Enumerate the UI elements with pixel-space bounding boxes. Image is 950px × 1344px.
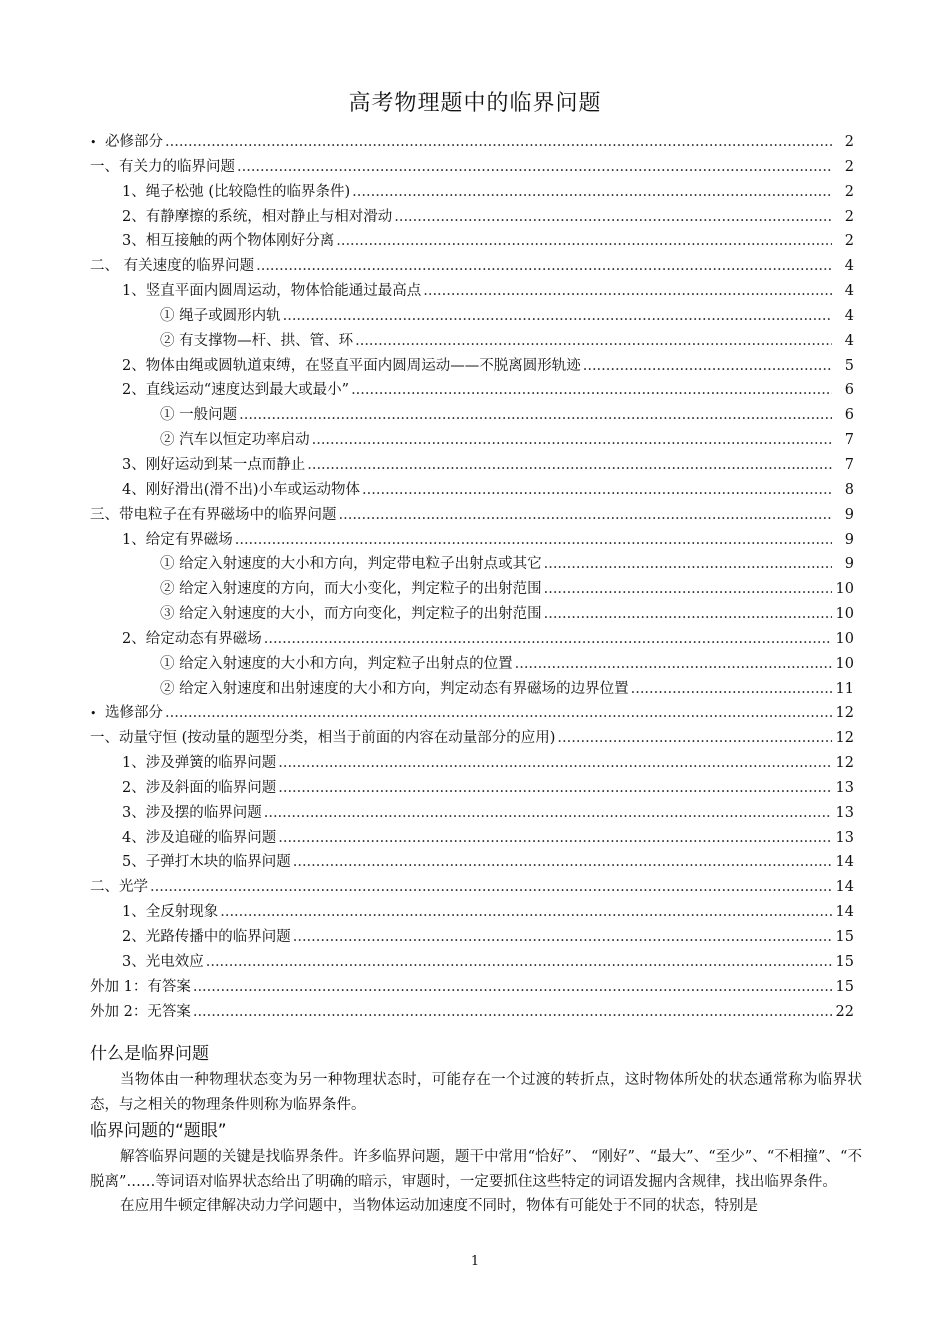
table-of-contents (90, 130, 854, 1024)
toc-entry-label (90, 875, 148, 899)
paragraph: 解答临界问题的关键是找临界条件。许多临界问题，题干中常用“恰好”、 “刚好”、“最大”、“至少”、“不相撞”、“不脱离”……等词语对临界状态给出了明确的暗示，审题时，一定要抓住这些特定的词语发掘内含规律，找出临界条件。 (90, 1149, 862, 1190)
dot-leader (278, 751, 832, 775)
toc-entry[interactable] (90, 329, 854, 354)
toc-entry-page: 12 (835, 705, 854, 722)
toc-entry-label (122, 229, 334, 253)
toc-entry-label (122, 354, 581, 378)
dot-leader (312, 428, 832, 452)
dot-leader (336, 229, 832, 253)
toc-entry-text: ② 给定入射速度的方向，而大小变化，判定粒子的出射范围 (160, 581, 542, 598)
toc-entry[interactable] (90, 652, 854, 677)
toc-entry-text: 5、子弹打木块的临界问题 (122, 854, 291, 871)
toc-entry-label (160, 304, 281, 328)
toc-entry[interactable] (90, 528, 854, 553)
dot-leader (235, 528, 832, 552)
dot-leader (544, 552, 832, 576)
toc-entry-text: 2、有静摩擦的系统，相对静止与相对滑动 (122, 208, 393, 225)
toc-entry-page: 6 (844, 382, 854, 399)
bullet-icon: • (90, 136, 97, 149)
toc-entry-text: 一、动量守恒 (按动量的题型分类，相当于前面的内容在动量部分的应用) (90, 730, 556, 747)
toc-entry-label (122, 378, 349, 402)
toc-entry[interactable] (90, 801, 854, 826)
toc-entry-page: 9 (844, 506, 854, 523)
toc-entry[interactable] (90, 229, 854, 254)
toc-entry-label (122, 850, 291, 874)
toc-entry-page: 22 (835, 1003, 854, 1020)
toc-entry-label (90, 1000, 191, 1024)
toc-entry-label (122, 279, 421, 303)
dot-leader (515, 652, 832, 676)
toc-entry[interactable] (90, 453, 854, 478)
toc-entry-page: 4 (844, 283, 854, 300)
dot-leader (165, 701, 832, 725)
toc-entry-label (122, 776, 276, 800)
toc-entry-text: 3、涉及摆的临界问题 (122, 804, 262, 821)
toc-entry-text: ② 有支撑物—杆、拱、管、环 (160, 332, 354, 349)
toc-entry-page: 5 (844, 357, 854, 374)
toc-entry-label (160, 403, 237, 427)
toc-entry-page: 13 (835, 804, 854, 821)
toc-entry-text: 3、相互接触的两个物体刚好分离 (122, 233, 335, 250)
toc-entry-page: 11 (835, 680, 854, 697)
dot-leader (355, 329, 832, 353)
dot-leader (631, 677, 832, 701)
toc-entry-label (90, 155, 235, 179)
toc-entry-page: 2 (844, 233, 854, 250)
toc-entry-label (122, 627, 262, 651)
toc-entry-page: 2 (844, 208, 854, 225)
toc-entry-page: 13 (835, 829, 854, 846)
dot-leader (278, 776, 832, 800)
toc-entry-label (160, 677, 629, 701)
toc-entry-page: 10 (835, 606, 854, 623)
toc-entry-label (122, 826, 276, 850)
paragraph: 当物体由一种物理状态变为另一种物理状态时，可能存在一个过渡的转折点，这时物体所处的状态通常称为临界状态，与之相关的物理条件则称为临界条件。 (90, 1072, 862, 1113)
toc-entry-page: 12 (835, 755, 854, 772)
toc-entry[interactable] (90, 552, 854, 577)
dot-leader (193, 1000, 832, 1024)
toc-entry-text: 2、物体由绳或圆轨道束缚，在竖直平面内圆周运动——不脱离圆形轨迹 (122, 357, 581, 374)
toc-entry-label (122, 801, 262, 825)
toc-entry-label (122, 180, 350, 204)
toc-entry-text: 外加 1：有答案 (90, 978, 191, 995)
toc-entry-text: 外加 2：无答案 (90, 1003, 191, 1020)
toc-entry[interactable] (90, 776, 854, 801)
toc-entry-label (160, 329, 353, 353)
toc-entry-text: 选修部分 (105, 705, 163, 722)
toc-entry-text: 2、给定动态有界磁场 (122, 630, 262, 647)
toc-entry-text: 4、刚好滑出(滑不出)小车或运动物体 (122, 481, 361, 498)
toc-entry[interactable] (90, 627, 854, 652)
toc-entry-text: 1、涉及弹簧的临界问题 (122, 755, 277, 772)
toc-entry-page: 7 (844, 432, 854, 449)
toc-entry[interactable] (90, 428, 854, 453)
toc-entry-page: 4 (844, 307, 854, 324)
toc-entry[interactable] (90, 304, 854, 329)
dot-leader (239, 403, 832, 427)
dot-leader (256, 254, 832, 278)
toc-entry[interactable] (90, 975, 854, 1000)
dot-leader (206, 950, 832, 974)
toc-entry-text: 必修部分 (105, 134, 163, 150)
dot-leader (394, 205, 832, 229)
toc-entry-text: ② 汽车以恒定功率启动 (160, 432, 310, 449)
toc-entry-text: ③ 给定入射速度的大小，而方向变化，判定粒子的出射范围 (160, 606, 542, 623)
toc-entry-label (90, 701, 163, 726)
toc-entry-label (122, 205, 392, 229)
page-title: 高考物理题中的临界问题 (348, 91, 602, 116)
dot-leader (220, 900, 832, 924)
dot-leader (264, 801, 832, 825)
dot-leader (339, 503, 833, 527)
toc-entry-text: 1、给定有界磁场 (122, 531, 233, 548)
toc-entry-text: 2、光路传播中的临界问题 (122, 929, 291, 945)
dot-leader (264, 627, 832, 651)
toc-entry-text: 三、带电粒子在有界磁场中的临界问题 (90, 506, 337, 523)
toc-entry-text: 1、绳子松弛 (比较隐性的临界条件) (122, 183, 351, 200)
toc-entry-text: ② 给定入射速度和出射速度的大小和方向，判定动态有界磁场的边界位置 (160, 680, 629, 697)
dot-leader (544, 577, 832, 601)
dot-leader (544, 602, 832, 626)
toc-entry[interactable] (90, 354, 854, 379)
toc-entry-page: 10 (835, 655, 854, 672)
toc-entry[interactable] (90, 1000, 854, 1025)
toc-entry-page: 2 (844, 183, 854, 200)
dot-leader (278, 826, 832, 850)
toc-entry[interactable] (90, 180, 854, 205)
bullet-icon: • (90, 707, 97, 721)
section-heading: 什么是临界问题 (90, 1044, 209, 1064)
section-heading: 临界问题的“题眼” (90, 1121, 227, 1141)
toc-entry[interactable] (90, 751, 854, 776)
toc-entry-label (160, 602, 542, 626)
toc-entry-page: 15 (835, 978, 854, 995)
toc-entry-text: 3、刚好运动到某一点而静止 (122, 456, 306, 473)
toc-entry-label (122, 528, 233, 552)
toc-entry-label (122, 900, 218, 924)
dot-leader (351, 378, 832, 402)
toc-entry-page: 14 (835, 904, 854, 921)
toc-entry-page: 2 (844, 134, 854, 150)
dot-leader (352, 180, 832, 204)
toc-entry-page: 2 (844, 158, 854, 175)
toc-entry-page: 6 (844, 407, 854, 424)
toc-entry-text: 一、有关力的临界问题 (90, 158, 235, 175)
toc-entry-page: 9 (844, 531, 854, 548)
toc-entry-text: 3、光电效应 (122, 953, 204, 970)
toc-entry[interactable] (90, 503, 854, 528)
toc-entry-label (122, 950, 204, 974)
dot-leader (150, 875, 832, 899)
toc-entry-label (90, 254, 254, 278)
dot-leader (557, 726, 832, 750)
toc-entry[interactable] (90, 602, 854, 627)
toc-entry-page: 4 (844, 258, 854, 275)
dot-leader (307, 453, 832, 477)
toc-entry-label (122, 751, 276, 775)
toc-entry-page: 7 (844, 456, 854, 473)
toc-entry[interactable] (90, 130, 854, 155)
toc-entry-text: ① 给定入射速度的大小和方向，判定粒子出射点的位置 (160, 655, 513, 672)
toc-entry[interactable] (90, 925, 854, 950)
toc-entry[interactable] (90, 726, 854, 751)
toc-entry[interactable] (90, 254, 854, 279)
toc-entry-page: 4 (844, 332, 854, 349)
toc-entry[interactable] (90, 701, 854, 726)
toc-entry-label (90, 726, 555, 750)
toc-entry[interactable] (90, 850, 854, 875)
paragraph: 在应用牛顿定律解决动力学问题中，当物体运动加速度不同时，物体有可能处于不同的状态，特别是 (120, 1198, 758, 1214)
dot-leader (237, 155, 832, 179)
toc-entry-text: ① 一般问题 (160, 407, 238, 424)
dot-leader (583, 354, 832, 378)
toc-entry-text: 二、光学 (90, 879, 148, 896)
toc-entry-text: 2、直线运动“速度达到最大或最小” (122, 382, 350, 399)
toc-entry-text: 1、竖直平面内圆周运动，物体恰能通过最高点 (122, 283, 422, 300)
toc-entry[interactable] (90, 279, 854, 304)
dot-leader (362, 478, 832, 502)
toc-entry-page: 9 (844, 556, 854, 573)
toc-entry-text: ① 给定入射速度的大小和方向，判定带电粒子出射点或其它 (160, 556, 542, 573)
toc-entry-label (160, 652, 513, 676)
toc-entry-page: 14 (835, 854, 854, 871)
toc-entry[interactable] (90, 378, 854, 403)
toc-entry[interactable] (90, 900, 854, 925)
toc-entry-label (122, 925, 291, 949)
dot-leader (293, 850, 832, 874)
toc-entry-page: 15 (835, 953, 854, 970)
toc-entry[interactable] (90, 403, 854, 428)
dot-leader (165, 130, 832, 154)
toc-entry[interactable] (90, 577, 854, 602)
body-text (90, 1040, 862, 1219)
toc-entry-text: ① 绳子或圆形内轨 (160, 307, 281, 324)
toc-entry-page: 13 (835, 779, 854, 796)
page-number: 1 (470, 1254, 480, 1269)
toc-entry-text: 2、涉及斜面的临界问题 (122, 779, 277, 796)
toc-entry-page: 8 (844, 481, 854, 498)
dot-leader (193, 975, 832, 999)
toc-entry-label (160, 552, 542, 576)
toc-entry-page: 15 (835, 929, 854, 945)
toc-entry[interactable] (90, 155, 854, 180)
dot-leader (293, 925, 832, 949)
toc-entry-page: 14 (835, 879, 854, 896)
toc-entry[interactable] (90, 826, 854, 851)
toc-entry[interactable] (90, 677, 854, 702)
toc-entry-label (90, 975, 191, 999)
toc-entry[interactable] (90, 478, 854, 503)
toc-entry-label (90, 130, 163, 155)
dot-leader (423, 279, 832, 303)
dot-leader (283, 304, 832, 328)
toc-entry-label (122, 453, 305, 477)
toc-entry-page: 10 (835, 581, 854, 598)
toc-entry-label (122, 478, 360, 502)
toc-entry[interactable] (90, 950, 854, 975)
toc-entry[interactable] (90, 875, 854, 900)
toc-entry-text: 1、全反射现象 (122, 904, 219, 921)
toc-entry-text: 4、涉及追碰的临界问题 (122, 829, 277, 846)
toc-entry-label (90, 503, 337, 527)
toc-entry-label (160, 577, 542, 601)
toc-entry-text: 二、 有关速度的临界问题 (90, 258, 255, 275)
toc-entry[interactable] (90, 205, 854, 230)
toc-entry-page: 12 (835, 730, 854, 747)
toc-entry-page: 10 (835, 630, 854, 647)
toc-entry-label (160, 428, 310, 452)
